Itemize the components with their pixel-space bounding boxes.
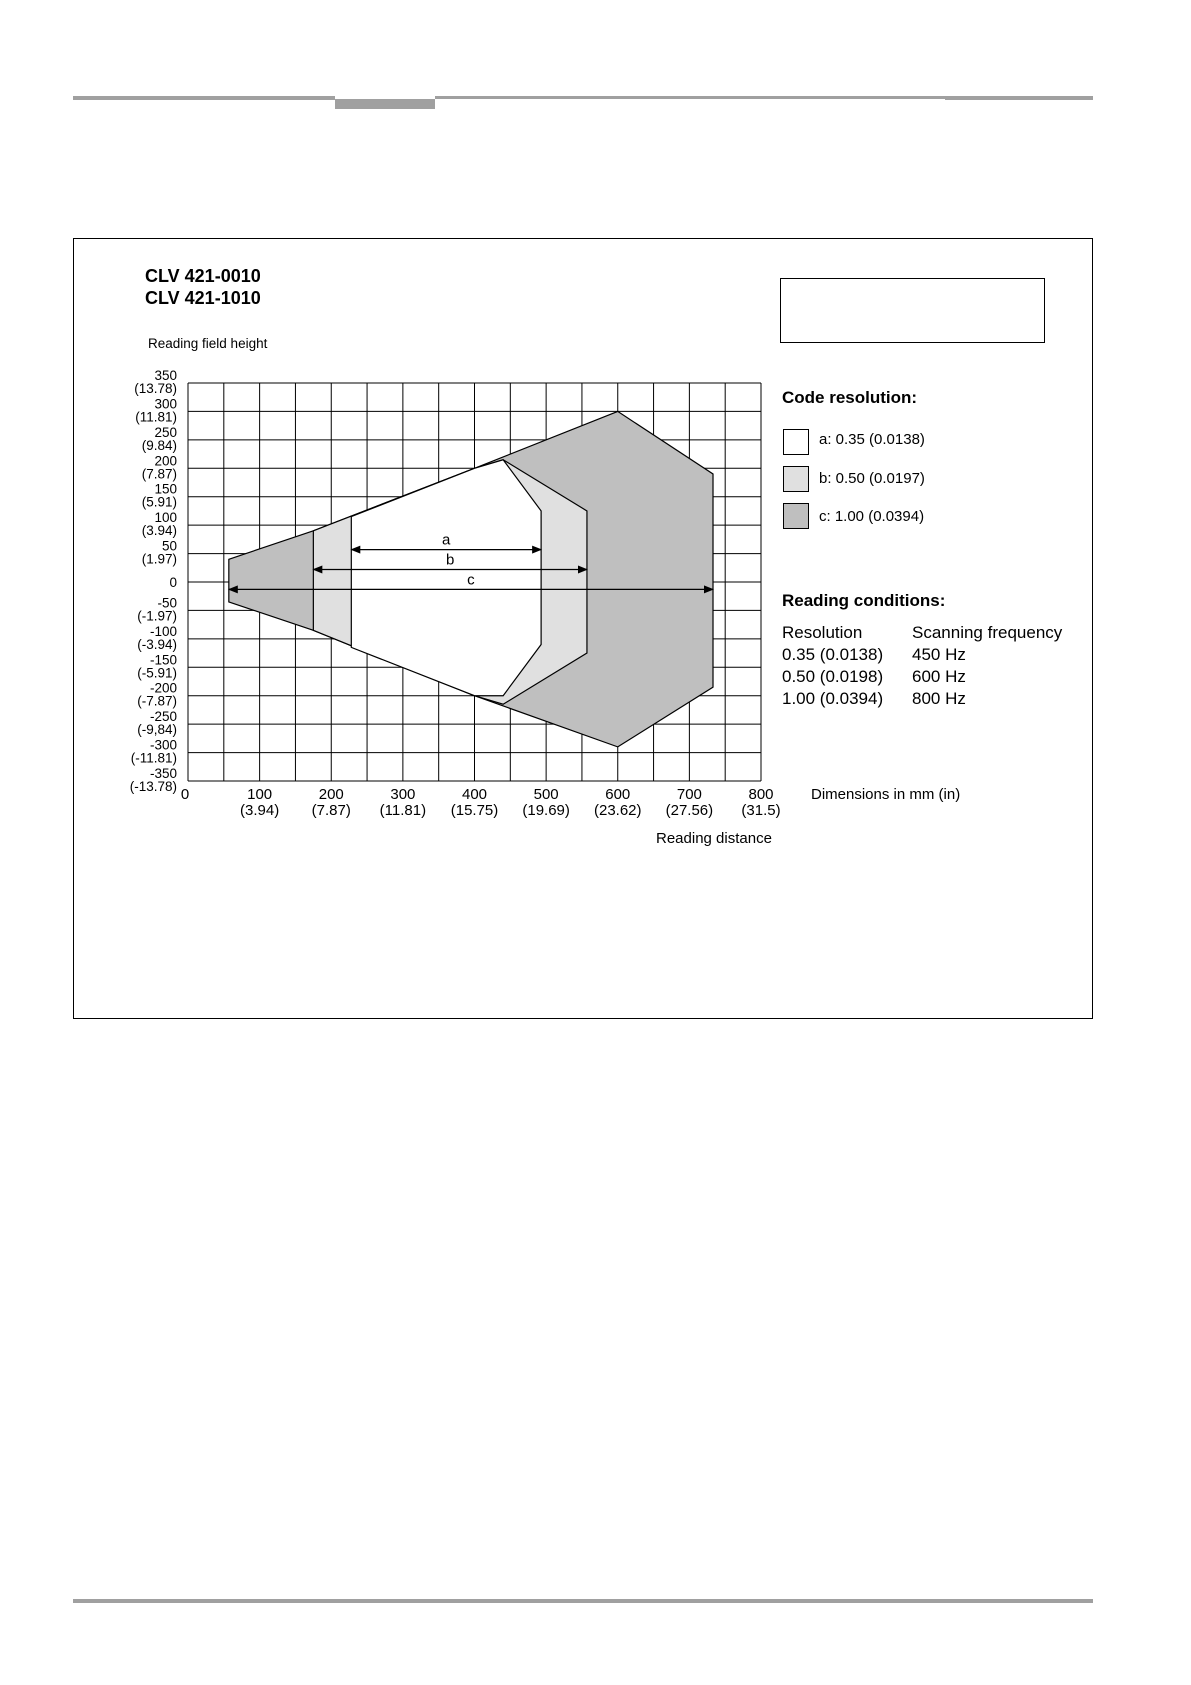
range-label-a: a — [442, 531, 451, 549]
model-name-2: CLV 421-1010 — [145, 288, 261, 308]
y-tick-label: 300 — [154, 396, 177, 412]
x-tick-label: 600 — [605, 786, 631, 803]
y-tick-label: 100 — [154, 510, 177, 526]
x-tick-label-in: (23.62) — [593, 802, 642, 819]
legend-label-b: b: 0.50 (0.0197) — [819, 470, 925, 487]
y-tick-label-in: (-13.78) — [129, 779, 177, 794]
y-tick-label-in: (-7.87) — [137, 693, 177, 709]
x-tick-label-in: (27.56) — [665, 802, 714, 819]
conditions-header-resolution: Resolution — [782, 623, 863, 642]
y-tick-label: 200 — [154, 453, 177, 469]
range-label-c: c — [467, 571, 475, 589]
conditions-res-3: 1.00 (0.0394) — [782, 689, 884, 708]
y-tick-label: 50 — [161, 538, 177, 554]
units-note: Dimensions in mm (in) — [811, 786, 961, 803]
x-axis-title: Reading distance — [656, 830, 772, 847]
y-tick-label-in: (-11.81) — [130, 750, 177, 766]
x-tick-label: 0 — [180, 786, 190, 803]
y-tick-label-in: (5.91) — [141, 494, 177, 510]
conditions-freq-1: 450 Hz — [912, 645, 966, 664]
y-tick-label: 350 — [154, 368, 177, 383]
y-tick-label-in: (9.84) — [141, 437, 177, 453]
reading-field-a — [351, 460, 541, 696]
x-tick-label-in: (19.69) — [522, 802, 570, 819]
legend-label-c: c: 1.00 (0.0394) — [819, 508, 925, 525]
x-tick-label-in: (15.75) — [450, 802, 499, 819]
conditions-res-2: 0.50 (0.0198) — [782, 667, 884, 686]
y-tick-label: -200 — [149, 680, 177, 696]
x-tick-label-in: (7.87) — [311, 802, 351, 819]
y-tick-label: 250 — [154, 424, 177, 440]
y-tick-label: -350 — [149, 766, 177, 781]
conditions-header-frequency: Scanning frequency — [912, 623, 1063, 642]
x-tick-label: 100 — [247, 786, 273, 803]
y-axis-title: Reading field height — [148, 336, 268, 351]
y-tick-label-in: (-9,84) — [137, 722, 177, 738]
x-tick-label: 400 — [461, 786, 488, 803]
model-name-1: CLV 421-0010 — [145, 266, 261, 286]
x-tick-label: 300 — [390, 786, 416, 803]
x-tick-label-in: (11.81) — [379, 802, 427, 819]
legend-title: Code resolution: — [782, 388, 918, 407]
conditions-res-1: 0.35 (0.0138) — [782, 645, 884, 664]
range-label-b: b — [445, 551, 455, 569]
y-tick-label: -100 — [149, 623, 177, 639]
conditions-freq-2: 600 Hz — [912, 667, 966, 686]
y-tick-label-in: (3.94) — [141, 523, 177, 539]
y-tick-label-in: (11.81) — [135, 409, 177, 425]
y-tick-label-in: (13.78) — [134, 381, 177, 396]
y-tick-label-in: (1.97) — [141, 551, 177, 567]
x-tick-label-in: (3.94) — [240, 802, 280, 819]
legend-label-a: a: 0.35 (0.0138) — [819, 431, 925, 448]
x-tick-label: 500 — [533, 786, 559, 803]
y-tick-label-in: (7.87) — [141, 466, 177, 482]
y-tick-label: -150 — [149, 652, 177, 668]
x-tick-label: 800 — [748, 786, 774, 803]
y-tick-label: 150 — [154, 481, 177, 497]
y-tick-label: -50 — [157, 595, 177, 611]
x-tick-label: 200 — [318, 786, 344, 803]
y-tick-label: -300 — [149, 737, 177, 753]
conditions-freq-3: 800 Hz — [912, 689, 966, 708]
conditions-title: Reading conditions: — [782, 591, 946, 610]
y-tick-label-in: (-1.97) — [137, 608, 177, 624]
x-tick-label: 700 — [676, 786, 702, 803]
y-tick-label-in: (-3.94) — [137, 636, 177, 652]
y-tick-label: -250 — [149, 709, 177, 725]
y-tick-label-in: (-5.91) — [137, 665, 177, 681]
y-tick-label: 0 — [169, 575, 177, 590]
x-tick-label-in: (31.5) — [741, 802, 781, 819]
